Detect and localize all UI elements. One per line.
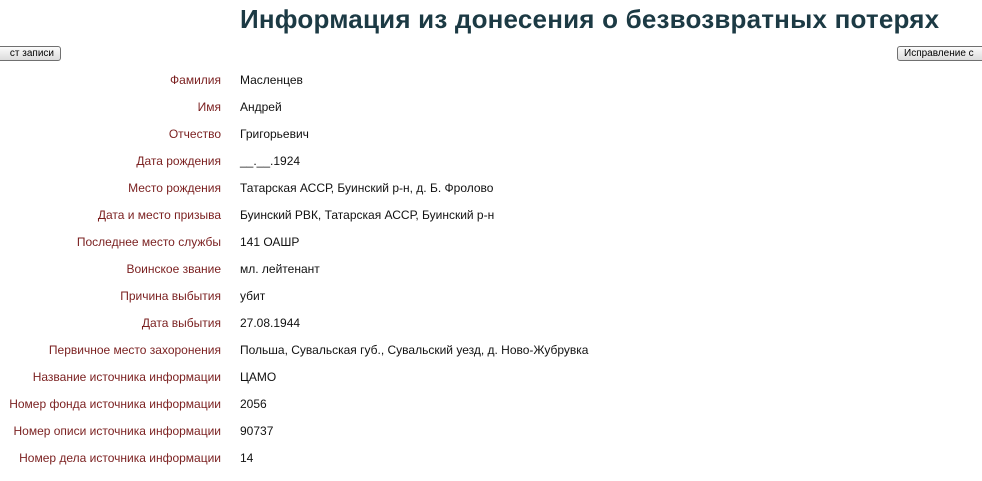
- field-label: Номер описи источника информации: [13, 423, 221, 438]
- row-loss-date: [0, 309, 982, 336]
- field-label: Последнее место службы: [76, 234, 221, 249]
- field-value: 2056: [240, 396, 267, 411]
- field-label: Номер дела источника информации: [19, 450, 221, 465]
- field-value: Татарская АССР, Буинский р-н, д. Б. Фролово: [240, 180, 494, 195]
- row-burial-place: [0, 336, 982, 363]
- field-value: Андрей: [240, 99, 282, 114]
- row-patronymic: [0, 120, 982, 147]
- field-value: 14: [240, 450, 254, 465]
- field-label: Дата выбытия: [141, 315, 221, 330]
- field-value: 90737: [240, 423, 274, 438]
- row-rank: [0, 255, 982, 282]
- field-value: __.__.1924: [240, 153, 301, 168]
- row-first-name: [0, 93, 982, 120]
- field-label: Дата рождения: [136, 153, 221, 168]
- row-last-service: [0, 228, 982, 255]
- field-value: мл. лейтенант: [240, 261, 320, 276]
- field-label: Номер фонда источника информации: [9, 396, 221, 411]
- field-label: Фамилия: [170, 72, 221, 87]
- field-label: Воинское звание: [126, 261, 221, 276]
- row-loss-reason: [0, 282, 982, 309]
- field-value: Буинский РВК, Татарская АССР, Буинский р-н: [240, 207, 495, 222]
- field-value: ЦАМО: [240, 369, 277, 384]
- field-value: 141 ОАШР: [240, 234, 300, 249]
- row-source-name: [0, 363, 982, 390]
- correction-button[interactable]: Исправление с: [897, 46, 982, 61]
- field-label: Причина выбытия: [120, 288, 221, 303]
- field-label: Дата и место призыва: [97, 207, 221, 222]
- row-surname: [0, 66, 982, 93]
- field-label: Имя: [197, 99, 221, 114]
- info-table: [0, 66, 982, 471]
- field-label: Первичное место захоронения: [48, 342, 221, 357]
- row-birth-date: [0, 147, 982, 174]
- row-case-number: [0, 444, 982, 471]
- row-conscription: [0, 201, 982, 228]
- row-inventory-number: [0, 417, 982, 444]
- page-title: Информация из донесения о безвозвратных потерях: [240, 4, 940, 34]
- field-value: 27.08.1944: [240, 315, 301, 330]
- row-fond-number: [0, 390, 982, 417]
- row-birth-place: [0, 174, 982, 201]
- field-value: убит: [240, 288, 266, 303]
- record-text-button[interactable]: ст записи: [0, 46, 61, 61]
- field-value: Григорьевич: [240, 126, 309, 141]
- field-value: Масленцев: [240, 72, 303, 87]
- field-value: Польша, Сувальская губ., Сувальский уезд, д. Ново-Жубрувка: [240, 342, 589, 357]
- field-label: Отчество: [168, 126, 221, 141]
- field-label: Место рождения: [128, 180, 221, 195]
- field-label: Название источника информации: [32, 369, 221, 384]
